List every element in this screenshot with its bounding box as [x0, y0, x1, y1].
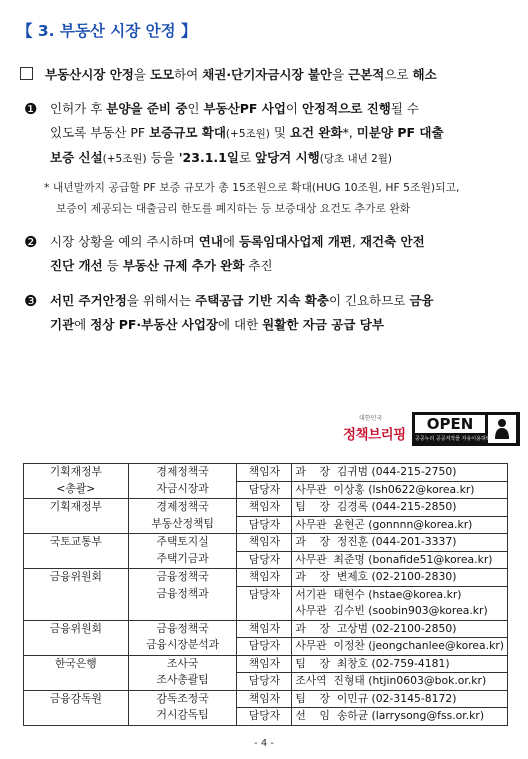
role-cell: 담당자	[237, 551, 292, 569]
open-wordmark: OPEN	[415, 415, 485, 433]
table-row	[24, 620, 508, 638]
number-2-icon: ❷	[24, 233, 38, 251]
bureau-cell: 경제정책국 자금시장과	[128, 464, 237, 499]
table-row	[24, 690, 508, 708]
contacts-table	[23, 463, 508, 726]
bureau-cell: 경제정책국 부동산정책팀	[128, 499, 237, 534]
text-run: *,	[342, 125, 357, 140]
bureau-cell: 금융정책국 금융정책과	[128, 569, 237, 621]
bullet-text	[24, 230, 509, 278]
bureau-cell: 감독조정국 거시감독팀	[128, 690, 237, 725]
role-cell: 담당자	[237, 638, 292, 656]
person-cell: 서기관 태현수 (hstae@korea.kr) 사무관 김수빈 (soobin903@korea.kr)	[292, 586, 508, 620]
person-cell: 사무관 최준명 (bonafide51@korea.kr)	[292, 551, 508, 569]
footnote	[44, 177, 514, 219]
text-run: 앞당겨 시행	[255, 150, 320, 165]
role-cell: 책임자	[237, 499, 292, 517]
text-run: 요건 완화	[289, 125, 343, 140]
text-run: 인	[187, 101, 204, 116]
person-cell: 팀 장 최창호 (02-759-4181)	[292, 655, 508, 673]
text-run: 안정적으로 진행	[301, 101, 391, 116]
text-run: 분양을 준비 중	[106, 101, 188, 116]
text-run: 미분양 PF 대출	[356, 125, 444, 140]
person-cell: 과 장 고상범 (02-2100-2850)	[292, 620, 508, 638]
role-cell: 담당자	[237, 586, 292, 620]
text-run: 부동산PF 사업	[203, 101, 286, 116]
person-cell: 사무관 이상홍 (lsh0622@korea.kr)	[292, 481, 508, 499]
text-run: 인허가 후	[50, 101, 107, 116]
role-cell: 담당자	[237, 673, 292, 691]
text-run: 부동산 규제 추가 완화	[122, 258, 245, 273]
dept-cell: 한국은행	[24, 655, 129, 690]
table-row	[24, 534, 508, 552]
text-run: 있도록 부동산 PF	[50, 125, 150, 140]
lead-text: 부동산시장 안정	[45, 67, 134, 82]
lead-text: 을	[332, 67, 349, 82]
text-run: 이	[285, 101, 302, 116]
lead-text: 을	[133, 67, 150, 82]
role-cell: 책임자	[237, 464, 292, 482]
text-run: 서민 주거안정	[50, 293, 127, 308]
text-run: 연내	[198, 234, 223, 249]
lead-text: 하여	[174, 67, 203, 82]
person-cell: 조사역 진형태 (htjin0603@bok.or.kr)	[292, 673, 508, 691]
text-run: 보증규모 확대	[149, 125, 226, 140]
text-run: 기관	[50, 317, 75, 332]
text-run: (+5조원)	[225, 128, 270, 140]
role-cell: 책임자	[237, 690, 292, 708]
text-run: 등록임대사업제 개편	[238, 234, 352, 249]
text-run: 로	[238, 150, 255, 165]
bullet-text	[24, 97, 509, 171]
lead-text: 채권·단기자금시장 불안	[202, 67, 333, 82]
bureau-cell: 주택토지실 주택기금과	[128, 534, 237, 569]
person-cell: 사무관 윤현곤 (gonnnn@korea.kr)	[292, 516, 508, 534]
table-row	[24, 569, 508, 587]
text-run: 금융	[409, 293, 434, 308]
page-number: - 4 -	[254, 738, 274, 749]
text-run: 보증 신설	[50, 150, 103, 165]
role-cell: 책임자	[237, 620, 292, 638]
text-run: 원활한 자금 공급 당부	[262, 317, 384, 332]
logo-wordmark: 정책브리핑	[343, 427, 406, 443]
person-cell: 사무관 이정찬 (jeongchanlee@korea.kr)	[292, 638, 508, 656]
text-run: 에	[222, 234, 239, 249]
role-cell: 담당자	[237, 516, 292, 534]
text-run: 진단 개선	[50, 258, 103, 273]
person-cell: 과 장 변제호 (02-2100-2830)	[292, 569, 508, 587]
checkbox-bullet-icon	[20, 67, 33, 80]
text-run: 정상 PF·부동산 사업장	[90, 317, 218, 332]
role-cell: 담당자	[237, 708, 292, 726]
text-run: '23.1.1일	[178, 150, 239, 165]
lead-paragraph	[20, 65, 515, 85]
dept-cell: 기획재정부	[24, 499, 129, 534]
text-run: 및	[269, 125, 290, 140]
dept-cell: 기획재정부 <총괄>	[24, 464, 129, 499]
dept-cell: 금융위원회	[24, 569, 129, 621]
bullet-item-3	[24, 289, 509, 337]
bullet-item-2	[24, 230, 509, 278]
role-cell: 책임자	[237, 534, 292, 552]
logo-caption: 공공누리 공공저작물 자유이용허락	[415, 436, 491, 442]
text-run: 시장 상황을 예의 주시하며	[50, 234, 199, 249]
text-run: 주택공급 기반 지속 확충	[195, 293, 329, 308]
table-row	[24, 464, 508, 482]
text-run: 이 긴요하므로	[328, 293, 410, 308]
person-cell: 선 임 송하균 (larrysong@fss.or.kr)	[292, 708, 508, 726]
table-row	[24, 499, 508, 517]
dept-cell: 금융감독원	[24, 690, 129, 725]
text-run: 에	[74, 317, 91, 332]
role-cell: 책임자	[237, 655, 292, 673]
text-run: ,	[351, 234, 360, 249]
lead-text: 해소	[412, 67, 437, 82]
person-cell: 팀 장 김경록 (044-215-2850)	[292, 499, 508, 517]
text-run: 추진	[244, 258, 273, 273]
footnote-line: * 내년말까지 공급할 PF 보증 규모가 총 15조원으로 확대(HUG 10조원, HF 5조원)되고,	[44, 181, 460, 194]
section-title: 【 3. 부동산 시장 안정 】	[17, 22, 197, 40]
text-run: 재건축 안전	[359, 234, 425, 249]
role-cell: 담당자	[237, 481, 292, 499]
person-icon	[488, 415, 516, 443]
person-cell: 팀 장 이민규 (02-3145-8172)	[292, 690, 508, 708]
text-run: 을 위해서는	[126, 293, 196, 308]
text-run: (+5조원)	[102, 153, 147, 165]
dept-cell: 국토교통부	[24, 534, 129, 569]
lead-text: 근본적	[348, 67, 385, 82]
person-cell: 과 장 김귀범 (044-215-2750)	[292, 464, 508, 482]
footnote-line: 보증이 제공되는 대출금리 한도를 폐지하는 등 보증대상 요건도 추가로 완화	[56, 202, 411, 215]
lead-text: 도모	[149, 67, 175, 82]
text-run: 등	[102, 258, 123, 273]
role-cell: 책임자	[237, 569, 292, 587]
text-run: (당초 내년 2월)	[319, 153, 392, 165]
bullet-item-1	[24, 97, 509, 171]
number-1-icon: ❶	[24, 100, 38, 118]
table-row	[24, 655, 508, 673]
number-3-icon: ❸	[24, 292, 38, 310]
logo-caption: 대한민국	[359, 415, 383, 422]
lead-text: 으로	[384, 67, 413, 82]
dept-cell: 금융위원회	[24, 620, 129, 655]
person-cell: 과 장 정진훈 (044-201-3337)	[292, 534, 508, 552]
text-run: 에 대한	[217, 317, 263, 332]
bureau-cell: 금융정책국 금융시장분석과	[128, 620, 237, 655]
text-run: 될 수	[390, 101, 419, 116]
bureau-cell: 조사국 조사총괄팀	[128, 655, 237, 690]
bullet-text	[24, 289, 509, 337]
kogl-open-logo	[412, 412, 520, 446]
policy-briefing-logo	[341, 412, 406, 446]
text-run: 등을	[146, 150, 179, 165]
